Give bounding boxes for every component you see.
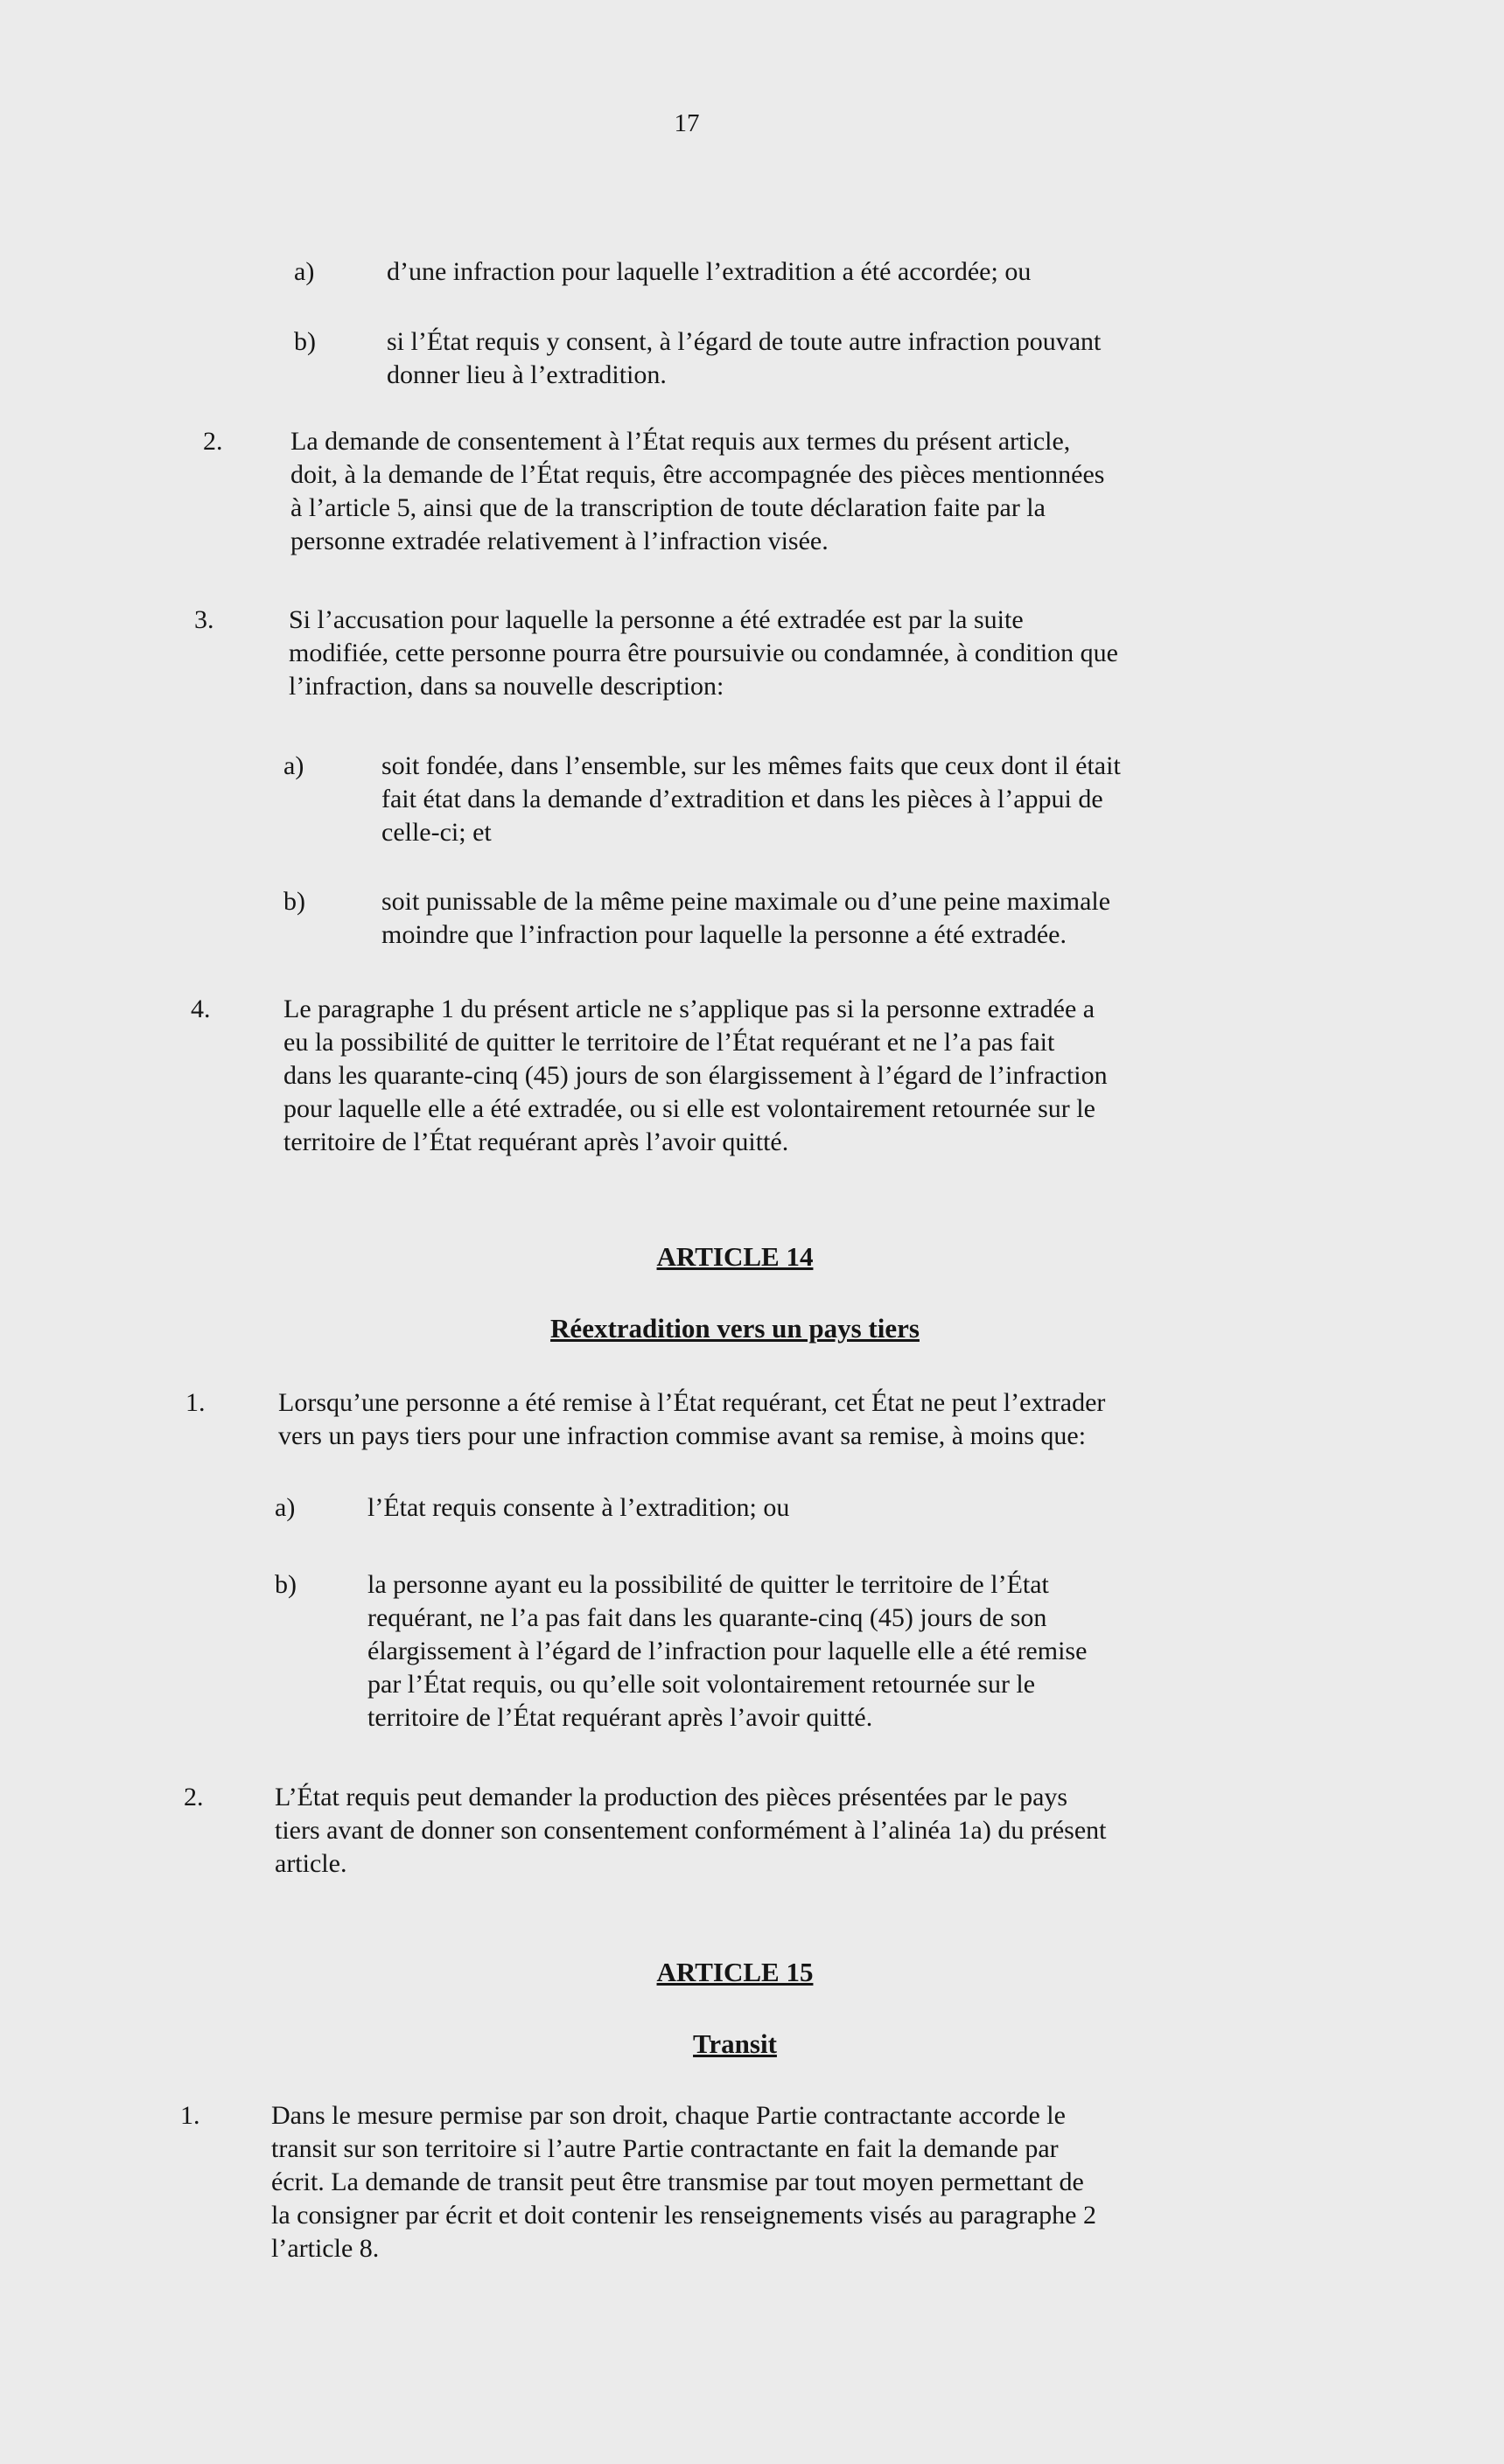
article-15-heading: ARTICLE 15 xyxy=(656,1957,814,1987)
paragraph-number: 2. xyxy=(184,1783,204,1811)
paragraph-text: Dans le mesure permise par son droit, chaque Partie contractante accorde le transit sur son territoire si l’autre Partie contractante en fait la demande par écrit. La demande de transit peut être transmise par tout moyen permettant de la consigner par écrit et doit contenir les renseignements visés au paragraphe 2 l’article 8. xyxy=(271,2101,1096,2263)
item-label: a) xyxy=(283,751,304,780)
paragraph-number: 3. xyxy=(194,605,214,634)
paragraph-number: 1. xyxy=(180,2101,200,2130)
item-text: soit fondée, dans l’ensemble, sur les mêmes faits que ceux dont il était fait état dans la demande d’extradition et dans les pièces à l’appui de celle-ci; et xyxy=(381,751,1121,847)
article-14-heading: ARTICLE 14 xyxy=(656,1241,814,1272)
item-text: l’État requis consente à l’extradition; ou xyxy=(367,1493,790,1522)
item-text: soit punissable de la même peine maximale ou d’une peine maximale moindre que l’infraction pour laquelle la personne a été extradée. xyxy=(381,887,1111,949)
paragraph-text: La demande de consentement à l’État requis aux termes du présent article, doit, à la demande de l’État requis, être accompagnée des pièces mentionnées à l’article 5, ainsi que de la transcription de toute déclaration faite par la personne extradée relativement à l’infraction visée. xyxy=(290,427,1105,555)
paragraph-text: Si l’accusation pour laquelle la personne a été extradée est par la suite modifiée, cette personne pourra être poursuivie ou condamnée, à condition que l’infraction, dans sa nouvelle description: xyxy=(289,605,1118,701)
article-14-subheading: Réextradition vers un pays tiers xyxy=(550,1313,920,1344)
item-label: a) xyxy=(275,1493,296,1522)
item-text: d’une infraction pour laquelle l’extradition a été accordée; ou xyxy=(387,257,1032,286)
paragraph-number: 2. xyxy=(203,427,223,456)
item-label: a) xyxy=(294,257,315,286)
paragraph-text: Lorsqu’une personne a été remise à l’État requérant, cet État ne peut l’extrader vers un pays tiers pour une infraction commise avant sa remise, à moins que: xyxy=(278,1388,1106,1450)
article-15-subheading: Transit xyxy=(693,2028,777,2059)
item-label: b) xyxy=(275,1570,297,1599)
paragraph-number: 4. xyxy=(191,995,211,1023)
paragraph-text: Le paragraphe 1 du présent article ne s’applique pas si la personne extradée a eu la possibilité de quitter le territoire de l’État requérant et ne l’a pas fait dans les quarante-cinq (45) jours de son élargissement à l’égard de l’infraction pour laquelle elle a été extradée, ou si elle est volontairement retournée sur le territoire de l’État requérant après l’avoir quitté. xyxy=(283,995,1108,1156)
paragraph-text: L’État requis peut demander la production des pièces présentées par le pays tiers avant de donner son consentement conformément à l’alinéa 1a) du présent article. xyxy=(275,1783,1107,1878)
item-label: b) xyxy=(283,887,305,916)
item-text: la personne ayant eu la possibilité de quitter le territoire de l’État requérant, ne l’a pas fait dans les quarante-cinq (45) jours de son élargissement à l’égard de l’infraction pour laquelle elle a été remise par l’État requis, ou qu’elle soit volontairement retournée sur le territoire de l’État requérant après l’avoir quitté. xyxy=(367,1570,1088,1732)
paragraph-number: 1. xyxy=(185,1388,206,1417)
item-label: b) xyxy=(294,327,316,356)
item-text: si l’État requis y consent, à l’égard de toute autre infraction pouvant donner lieu à l’extradition. xyxy=(387,327,1102,389)
page-number: 17 xyxy=(674,109,700,137)
